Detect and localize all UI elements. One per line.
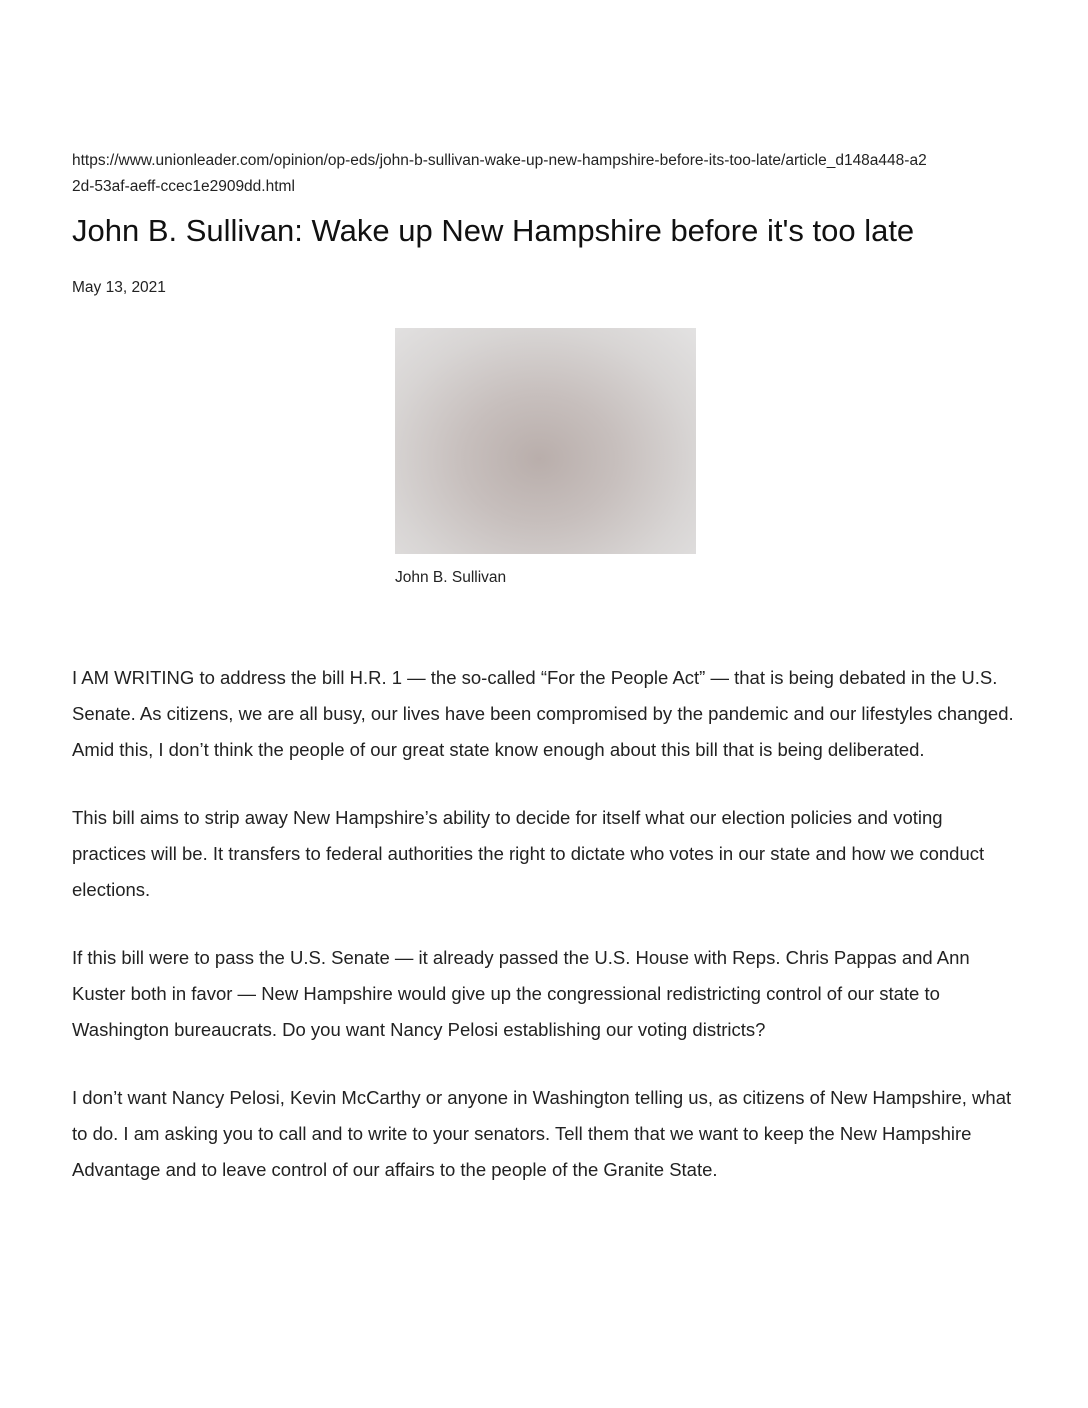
article-title: John B. Sullivan: Wake up New Hampshire before it's too late — [72, 213, 915, 248]
author-figure — [395, 328, 696, 588]
paragraph: This bill aims to strip away New Hampshire’s ability to decide for itself what our election policies and voting practices will be. It transfers to federal authorities the right to dictate who votes in our state and how we conduct elections. — [72, 807, 985, 900]
source-url[interactable]: https://www.unionleader.com/opinion/op-eds/john-b-sullivan-wake-up-new-hampshire-before-its-too-late/article_d148a448-a22d-53af-aeff-ccec1e2909dd.html — [72, 152, 927, 195]
article-body — [72, 660, 1016, 1220]
image-caption: John B. Sullivan — [395, 569, 507, 586]
paragraph: I AM WRITING to address the bill H.R. 1 — the so-called “For the People Act” — that is being debated in the U.S. Senate. As citizens, we are all busy, our lives have been compromised by the pandemic and our lifestyles changed. Amid this, I don’t think the people of our great state know enough about this bill that is being deliberated. — [72, 667, 1014, 760]
paragraph: If this bill were to pass the U.S. Senate — it already passed the U.S. House with Reps. Chris Pappas and Ann Kuster both in favor — New Hampshire would give up the congressional redistricting control of our state to Washington bureaucrats. Do you want Nancy Pelosi establishing our voting districts? — [72, 947, 970, 1040]
publish-date: May 13, 2021 — [72, 279, 166, 296]
paragraph: I don’t want Nancy Pelosi, Kevin McCarthy or anyone in Washington telling us, as citizens of New Hampshire, what to do. I am asking you to call and to write to your senators. Tell them that we want to keep the New Hampshire Advantage and to leave control of our affairs to the people of the Granite State. — [72, 1087, 1012, 1180]
author-photo — [395, 328, 696, 554]
